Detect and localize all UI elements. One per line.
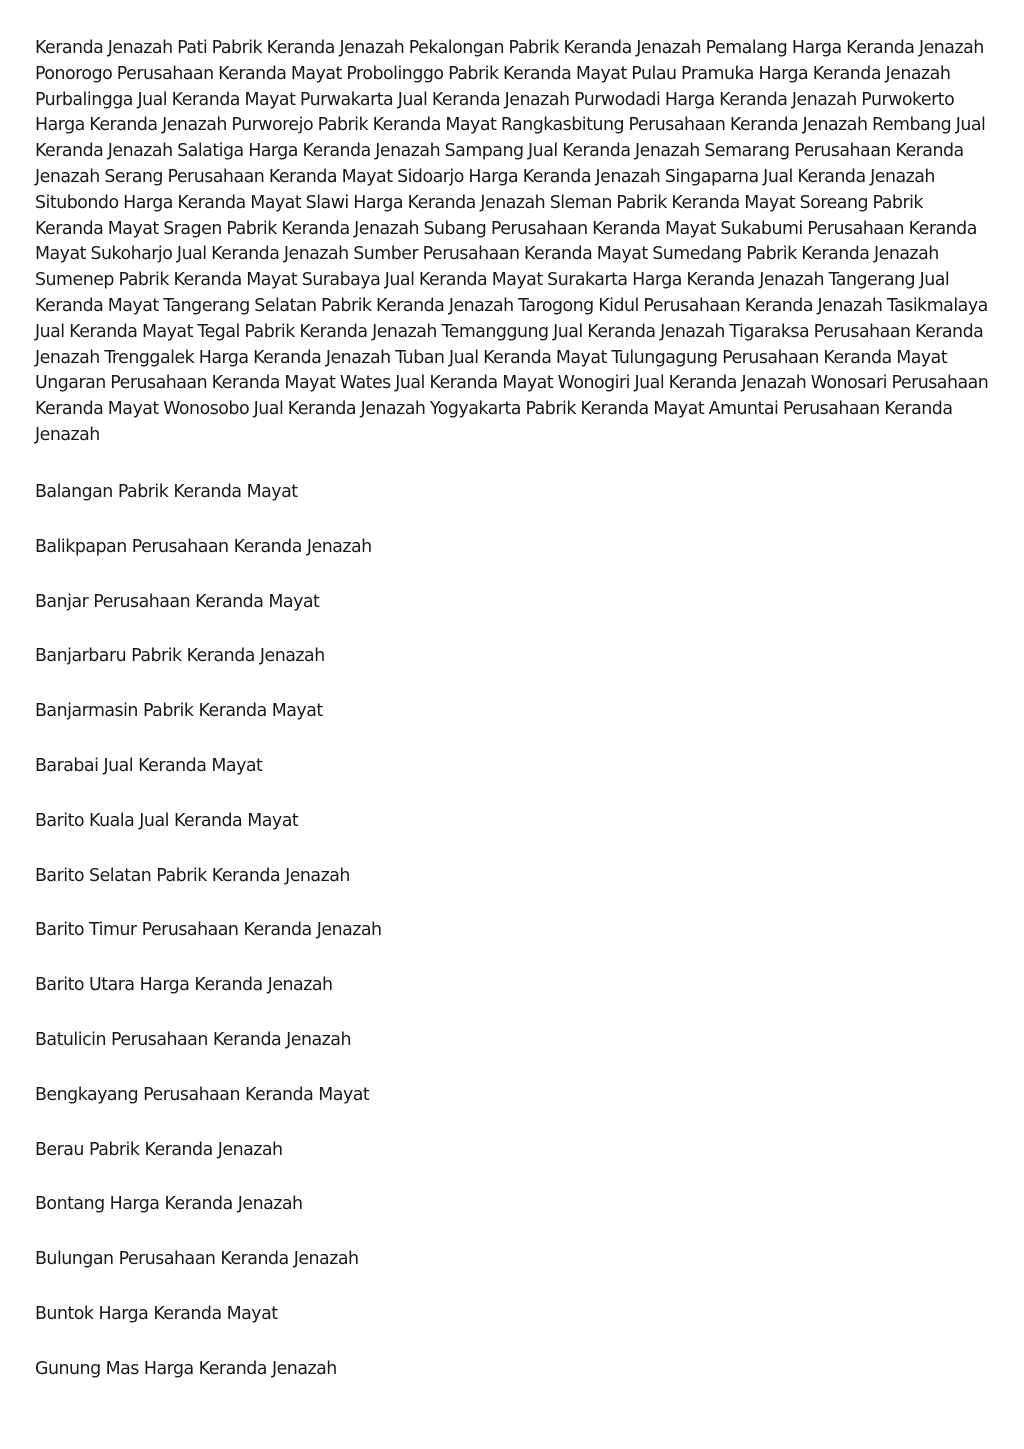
list-item: Banjarmasin Pabrik Keranda Mayat (35, 701, 323, 722)
list-item: Barito Timur Perusahaan Keranda Jenazah (35, 920, 382, 941)
list-item: Banjarbaru Pabrik Keranda Jenazah (35, 646, 325, 667)
document-page (35, 36, 995, 1379)
location-list (35, 480, 935, 1412)
intro-paragraph: Keranda Jenazah Pati Pabrik Keranda Jenazah Pekalongan Pabrik Keranda Jenazah Pemalang Harga Keranda Jenazah Ponorogo Perusahaan Keranda Mayat Probolinggo Pabrik Keranda Mayat Pulau Pramuka Harga Keranda Jenazah Purbalingga Jual Keranda Mayat Purwakarta Jual Keranda Jenazah Purwodadi Harga Keranda Jenazah Purwokerto Harga Keranda Jenazah Purworejo Pabrik Keranda Mayat Rangkasbitung Perusahaan Keranda Jenazah Rembang Jual Keranda Jenazah Salatiga Harga Keranda Jenazah Sampang Jual Keranda Jenazah Semarang Perusahaan Keranda Jenazah Serang Perusahaan Keranda Mayat Sidoarjo Harga Keranda Jenazah Singaparna Jual Keranda Jenazah Situbondo Harga Keranda Mayat Slawi Harga Keranda Jenazah Sleman Pabrik Keranda Mayat Soreang Pabrik Keranda Mayat Sragen Pabrik Keranda Jenazah Subang Perusahaan Keranda Mayat Sukabumi Perusahaan Keranda Mayat Sukoharjo Jual Keranda Jenazah Sumber Perusahaan Keranda Mayat Sumedang Pabrik Keranda Jenazah Sumenep Pabrik Keranda Mayat Surabaya Jual Keranda Mayat Surakarta Harga Keranda Jenazah Tangerang Jual Keranda Mayat Tangerang Selatan Pabrik Keranda Jenazah Tarogong Kidul Perusahaan Keranda Jenazah Tasikmalaya Jual Keranda Mayat Tegal Pabrik Keranda Jenazah Temanggung Jual Keranda Jenazah Tigaraksa Perusahaan Keranda Jenazah Trenggalek Harga Keranda Jenazah Tuban Jual Keranda Mayat Tulungagung Perusahaan Keranda Mayat Ungaran Perusahaan Keranda Mayat Wates Jual Keranda Mayat Wonogiri Jual Keranda Jenazah Wonosari Perusahaan Keranda Mayat Wonosobo Jual Keranda Jenazah Yogyakarta Pabrik Keranda Mayat Amuntai Perusahaan Keranda Jenazah (35, 38, 989, 445)
list-item: Gunung Mas Harga Keranda Jenazah (35, 1358, 337, 1379)
list-item: Bengkayang Perusahaan Keranda Mayat (35, 1084, 370, 1105)
list-item: Bontang Harga Keranda Jenazah (35, 1194, 303, 1215)
list-item: Balangan Pabrik Keranda Mayat (35, 482, 298, 502)
list-item: Bulungan Perusahaan Keranda Jenazah (35, 1249, 359, 1270)
list-item: Batulicin Perusahaan Keranda Jenazah (35, 1029, 351, 1050)
list-item: Banjar Perusahaan Keranda Mayat (35, 591, 320, 612)
list-item: Barito Kuala Jual Keranda Mayat (35, 810, 299, 831)
list-item: Buntok Harga Keranda Mayat (35, 1303, 278, 1324)
list-item: Balikpapan Perusahaan Keranda Jenazah (35, 536, 372, 557)
list-item: Barito Selatan Pabrik Keranda Jenazah (35, 865, 350, 886)
list-item: Barito Utara Harga Keranda Jenazah (35, 975, 333, 996)
list-item: Berau Pabrik Keranda Jenazah (35, 1139, 283, 1160)
list-item: Barabai Jual Keranda Mayat (35, 755, 263, 776)
